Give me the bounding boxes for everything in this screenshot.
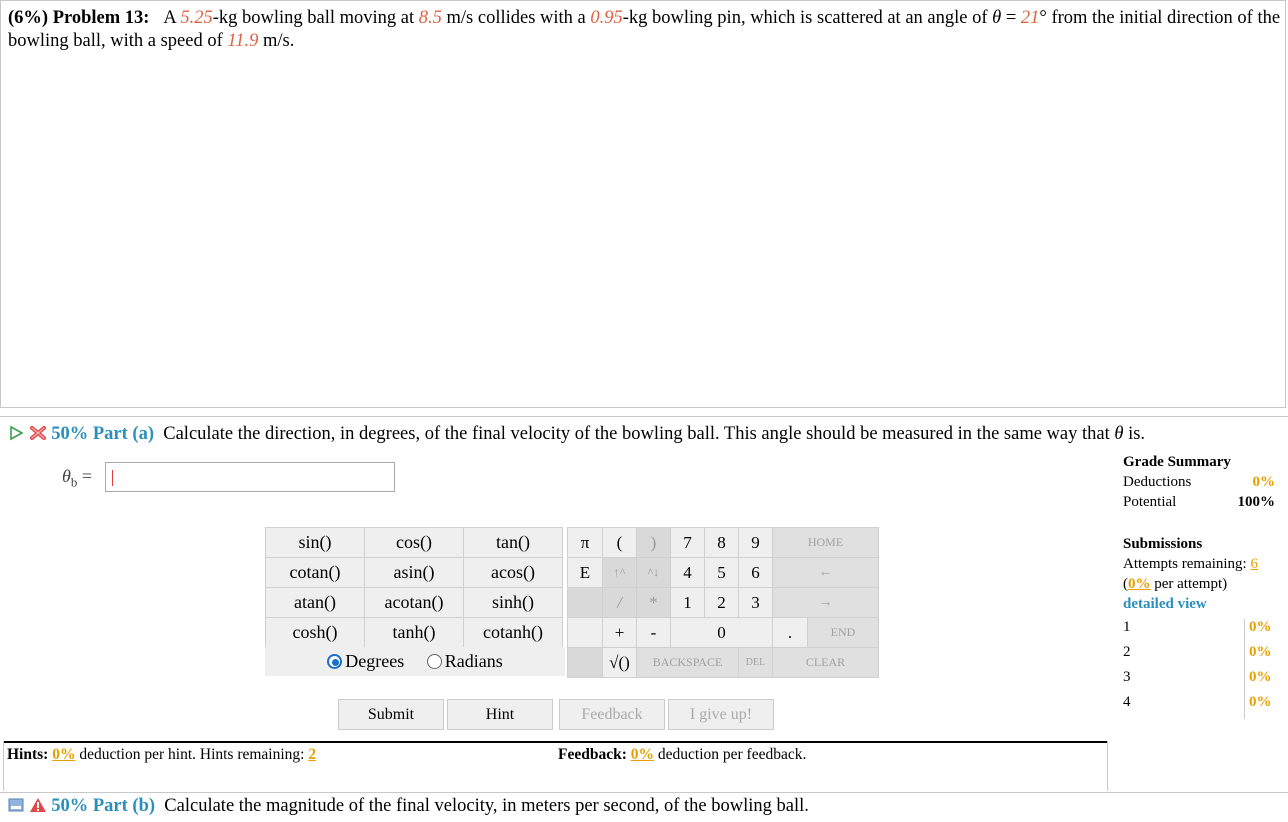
submit-button[interactable]: Submit xyxy=(338,699,444,730)
number-keypad xyxy=(567,527,879,678)
part-b-label: 50% Part (b) xyxy=(51,796,156,816)
part-a-heading xyxy=(8,423,1145,446)
detailed-view-link[interactable]: detailed view xyxy=(1123,596,1207,612)
key-acotan[interactable]: acotan() xyxy=(365,588,464,618)
theta-symbol: θ xyxy=(992,8,1002,28)
key-cos[interactable]: cos() xyxy=(365,528,464,558)
key-subscript[interactable]: ^↓ xyxy=(637,558,671,588)
key-tanh[interactable]: tanh() xyxy=(365,618,464,648)
degrees-label: Degrees xyxy=(345,651,405,671)
answer-input[interactable] xyxy=(105,462,395,492)
key-pi[interactable]: π xyxy=(568,528,603,558)
submission-score: 0% xyxy=(1244,669,1275,694)
answer-label-equals: = xyxy=(81,466,92,486)
grade-summary xyxy=(1123,452,1275,512)
submission-number: 2 xyxy=(1123,644,1131,660)
problem-number: (6%) Problem 13: xyxy=(8,8,150,28)
problem-text: m/s. xyxy=(258,31,295,51)
key-0[interactable]: 0 xyxy=(671,618,773,648)
radians-label: Radians xyxy=(444,651,503,671)
hints-info xyxy=(7,746,316,764)
answer-label-symbol: θ xyxy=(62,466,71,486)
key-cotanh[interactable]: cotanh() xyxy=(464,618,563,648)
feedback-text: deduction per feedback. xyxy=(654,746,807,763)
key-tan[interactable]: tan() xyxy=(464,528,563,558)
pin-mass-value: 0.95 xyxy=(590,8,623,28)
problem-text: ° from the initial direction of the bowling ball, with a speed of xyxy=(8,8,1281,51)
potential-value: 100% xyxy=(1237,494,1275,510)
key-acos[interactable]: acos() xyxy=(464,558,563,588)
key-left-arrow[interactable]: ← xyxy=(773,558,879,588)
problem-text: -kg bowling pin, which is scattered at an angle of xyxy=(622,8,993,28)
key-minus[interactable]: - xyxy=(637,618,671,648)
key-asin[interactable]: asin() xyxy=(365,558,464,588)
hints-text: deduction per hint. Hints remaining: xyxy=(75,746,309,763)
per-attempt-value: 0% xyxy=(1128,576,1151,592)
feedback-deduction: 0% xyxy=(630,746,655,763)
divider xyxy=(3,741,4,791)
problem-box xyxy=(0,0,1286,408)
submission-number: 1 xyxy=(1123,619,1131,635)
key-blank xyxy=(568,618,603,648)
key-clear[interactable]: CLEAR xyxy=(773,648,879,678)
key-multiply[interactable]: * xyxy=(637,588,671,618)
key-close-paren[interactable]: ) xyxy=(637,528,671,558)
key-9[interactable]: 9 xyxy=(739,528,773,558)
key-sqrt[interactable]: √() xyxy=(603,648,637,678)
text-caret xyxy=(112,470,113,486)
key-5[interactable]: 5 xyxy=(705,558,739,588)
part-b-question: Calculate the magnitude of the final velocity, in meters per second, of the bowling ball. xyxy=(164,796,809,816)
feedback-info xyxy=(558,746,806,764)
key-sinh[interactable]: sinh() xyxy=(464,588,563,618)
incorrect-x-icon xyxy=(29,425,47,441)
part-a-question-end: is. xyxy=(1128,424,1146,444)
key-1[interactable]: 1 xyxy=(671,588,705,618)
key-decimal[interactable]: . xyxy=(773,618,808,648)
hints-label: Hints: xyxy=(7,746,49,763)
key-8[interactable]: 8 xyxy=(705,528,739,558)
key-2[interactable]: 2 xyxy=(705,588,739,618)
deductions-label: Deductions xyxy=(1123,474,1192,490)
give-up-button[interactable]: I give up! xyxy=(668,699,774,730)
radians-radio[interactable] xyxy=(427,654,442,669)
submission-number: 4 xyxy=(1123,694,1131,710)
theta-symbol: θ xyxy=(1114,424,1124,444)
angle-mode-selector xyxy=(265,647,565,676)
degrees-radio[interactable] xyxy=(327,654,342,669)
answer-label xyxy=(62,466,92,491)
hints-deduction: 0% xyxy=(52,746,76,763)
divider xyxy=(0,416,1288,417)
key-4[interactable]: 4 xyxy=(671,558,705,588)
pin-speed-value: 11.9 xyxy=(227,31,259,51)
problem-text: -kg bowling ball moving at xyxy=(212,8,419,28)
divider xyxy=(0,792,1288,793)
key-plus[interactable]: + xyxy=(603,618,637,648)
answer-label-subscript: b xyxy=(70,474,78,490)
ball-speed-value: 8.5 xyxy=(418,8,442,28)
deductions-value: 0% xyxy=(1252,474,1275,490)
key-divide[interactable]: / xyxy=(603,588,637,618)
key-superscript[interactable]: ↑^ xyxy=(603,558,637,588)
key-home[interactable]: HOME xyxy=(773,528,879,558)
feedback-button[interactable]: Feedback xyxy=(559,699,665,730)
key-right-arrow[interactable]: → xyxy=(773,588,879,618)
key-blank xyxy=(568,648,603,678)
key-del[interactable]: DEL xyxy=(739,648,773,678)
degrees-option[interactable] xyxy=(327,651,404,671)
key-backspace[interactable]: BACKSPACE xyxy=(637,648,739,678)
submission-score: 0% xyxy=(1244,644,1275,669)
key-cotan[interactable]: cotan() xyxy=(266,558,365,588)
hints-remaining: 2 xyxy=(308,746,317,763)
part-b-heading xyxy=(8,795,809,818)
problem-text: m/s collides with a xyxy=(441,8,591,28)
key-e[interactable]: E xyxy=(568,558,603,588)
key-sin[interactable]: sin() xyxy=(266,528,365,558)
collapse-icon[interactable] xyxy=(8,797,24,813)
hint-button[interactable]: Hint xyxy=(447,699,553,730)
divider xyxy=(1107,741,1108,791)
key-end[interactable]: END xyxy=(808,618,879,648)
key-atan[interactable]: atan() xyxy=(266,588,365,618)
warning-icon xyxy=(29,797,47,813)
key-6[interactable]: 6 xyxy=(739,558,773,588)
submission-rows xyxy=(1123,619,1275,719)
potential-label: Potential xyxy=(1123,494,1177,510)
per-attempt-text: per attempt) xyxy=(1150,576,1228,592)
ball-mass-value: 5.25 xyxy=(180,8,213,28)
key-3[interactable]: 3 xyxy=(739,588,773,618)
problem-text: A xyxy=(163,8,181,28)
problem-statement xyxy=(8,7,1283,53)
key-blank xyxy=(568,588,603,618)
key-cosh[interactable]: cosh() xyxy=(266,618,365,648)
part-a-label: 50% Part (a) xyxy=(51,424,154,444)
submission-number: 3 xyxy=(1123,669,1131,685)
function-keypad xyxy=(265,527,563,648)
expand-arrow-icon[interactable] xyxy=(8,425,24,441)
key-7[interactable]: 7 xyxy=(671,528,705,558)
key-open-paren[interactable]: ( xyxy=(603,528,637,558)
submission-score: 0% xyxy=(1244,619,1275,644)
feedback-label: Feedback: xyxy=(558,746,627,763)
submission-score: 0% xyxy=(1244,694,1275,719)
part-a-question: Calculate the direction, in degrees, of the final velocity of the bowling ball. This angle should be measured in the same way that xyxy=(163,424,1110,444)
grade-summary-title: Grade Summary xyxy=(1123,454,1231,470)
attempts-label: Attempts remaining: xyxy=(1123,556,1247,572)
attempts-value: 6 xyxy=(1250,556,1258,572)
angle-value: 21 xyxy=(1020,8,1040,28)
submissions-title: Submissions xyxy=(1123,536,1203,552)
submissions-panel: Submissions Attempts remaining: 6 (0% per attempt) detailed view xyxy=(1123,534,1275,614)
radians-option[interactable] xyxy=(427,651,503,671)
problem-text: = xyxy=(1001,8,1021,28)
